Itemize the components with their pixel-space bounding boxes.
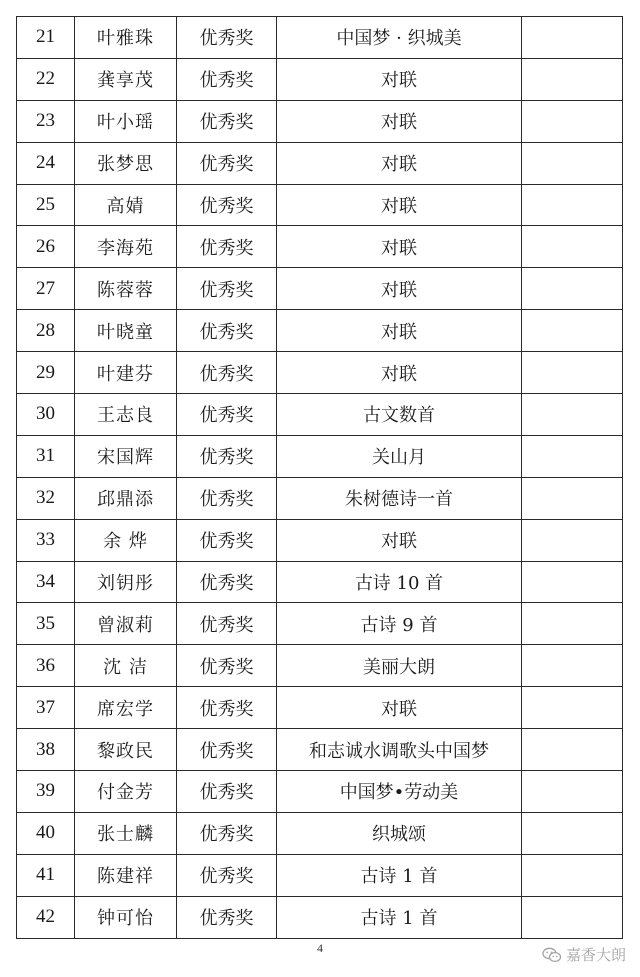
work-title: 古文数首 [277,394,522,436]
row-number: 28 [17,310,75,352]
award-level: 优秀奖 [177,226,277,268]
table-row [17,352,623,394]
winner-name: 邱鼎添 [75,477,177,519]
row-number: 25 [17,184,75,226]
remarks [522,394,623,436]
remarks [522,561,623,603]
table-row [17,226,623,268]
work-title: 中国梦•劳动美 [277,771,522,813]
winner-name: 叶小瑶 [75,100,177,142]
row-number: 42 [17,896,75,938]
remarks [522,477,623,519]
row-number: 39 [17,771,75,813]
watermark [542,944,626,965]
work-title: 织城颂 [277,812,522,854]
award-level: 优秀奖 [177,561,277,603]
remarks [522,771,623,813]
award-level: 优秀奖 [177,58,277,100]
winner-name: 刘钥彤 [75,561,177,603]
work-title: 朱树德诗一首 [277,477,522,519]
table-row [17,394,623,436]
work-title: 对联 [277,226,522,268]
work-title: 古诗 1 首 [277,854,522,896]
remarks [522,687,623,729]
award-level: 优秀奖 [177,603,277,645]
table-row [17,896,623,938]
winner-name: 高婧 [75,184,177,226]
watermark-text: 嘉香大朗 [565,946,626,964]
award-level: 优秀奖 [177,645,277,687]
table-row [17,477,623,519]
winner-name: 李海苑 [75,226,177,268]
row-number: 37 [17,687,75,729]
remarks [522,603,623,645]
winner-name: 张梦思 [75,142,177,184]
table-row [17,561,623,603]
award-level: 优秀奖 [177,896,277,938]
table-row [17,435,623,477]
award-level: 优秀奖 [177,310,277,352]
awards-table [16,16,623,939]
table-row [17,100,623,142]
work-title: 对联 [277,519,522,561]
winner-name: 张士麟 [75,812,177,854]
row-number: 40 [17,812,75,854]
award-level: 优秀奖 [177,394,277,436]
work-title: 对联 [277,100,522,142]
row-number: 27 [17,268,75,310]
row-number: 38 [17,729,75,771]
table-row [17,645,623,687]
remarks [522,310,623,352]
row-number: 41 [17,854,75,896]
table-row [17,771,623,813]
remarks [522,729,623,771]
remarks [522,58,623,100]
table-row [17,729,623,771]
row-number: 31 [17,435,75,477]
table-row [17,268,623,310]
table-row [17,812,623,854]
row-number: 36 [17,645,75,687]
row-number: 26 [17,226,75,268]
row-number: 34 [17,561,75,603]
winner-name: 陈蓉蓉 [75,268,177,310]
award-level: 优秀奖 [177,687,277,729]
table-row [17,603,623,645]
award-level: 优秀奖 [177,268,277,310]
winner-name: 付金芳 [75,771,177,813]
row-number: 24 [17,142,75,184]
remarks [522,226,623,268]
table-row [17,854,623,896]
table-row [17,310,623,352]
winner-name: 叶雅珠 [75,17,177,59]
remarks [522,142,623,184]
remarks [522,17,623,59]
row-number: 21 [17,17,75,59]
remarks [522,519,623,561]
table-row [17,17,623,59]
award-level: 优秀奖 [177,519,277,561]
award-level: 优秀奖 [177,477,277,519]
remarks [522,812,623,854]
work-title: 和志诚水调歌头中国梦 [277,729,522,771]
winner-name: 余 烨 [75,519,177,561]
winner-name: 曾淑莉 [75,603,177,645]
remarks [522,184,623,226]
row-number: 32 [17,477,75,519]
row-number: 33 [17,519,75,561]
work-title: 对联 [277,310,522,352]
remarks [522,896,623,938]
table-row [17,142,623,184]
table-row [17,184,623,226]
work-title: 对联 [277,58,522,100]
table-row [17,58,623,100]
work-title: 对联 [277,352,522,394]
remarks [522,435,623,477]
table-row [17,687,623,729]
row-number: 23 [17,100,75,142]
award-level: 优秀奖 [177,771,277,813]
row-number: 30 [17,394,75,436]
work-title: 对联 [277,184,522,226]
work-title: 对联 [277,687,522,729]
winner-name: 龚享茂 [75,58,177,100]
award-level: 优秀奖 [177,100,277,142]
award-level: 优秀奖 [177,854,277,896]
awards-table-body [17,17,623,939]
remarks [522,352,623,394]
award-level: 优秀奖 [177,352,277,394]
work-title: 中国梦 · 织城美 [277,17,522,59]
award-level: 优秀奖 [177,17,277,59]
work-title: 关山月 [277,435,522,477]
winner-name: 叶晓童 [75,310,177,352]
winner-name: 沈 洁 [75,645,177,687]
row-number: 35 [17,603,75,645]
winner-name: 宋国辉 [75,435,177,477]
remarks [522,645,623,687]
award-level: 优秀奖 [177,729,277,771]
row-number: 29 [17,352,75,394]
winner-name: 叶建芬 [75,352,177,394]
work-title: 对联 [277,268,522,310]
award-level: 优秀奖 [177,184,277,226]
work-title: 对联 [277,142,522,184]
remarks [522,100,623,142]
winner-name: 陈建祥 [75,854,177,896]
table-row [17,519,623,561]
award-level: 优秀奖 [177,142,277,184]
row-number: 22 [17,58,75,100]
page-number: 4 [317,941,323,955]
work-title: 古诗 9 首 [277,603,522,645]
award-level: 优秀奖 [177,435,277,477]
wechat-icon [542,947,562,963]
winner-name: 钟可怡 [75,896,177,938]
award-level: 优秀奖 [177,812,277,854]
remarks [522,268,623,310]
work-title: 美丽大朗 [277,645,522,687]
work-title: 古诗 10 首 [277,561,522,603]
winner-name: 席宏学 [75,687,177,729]
winner-name: 王志良 [75,394,177,436]
remarks [522,854,623,896]
winner-name: 黎政民 [75,729,177,771]
work-title: 古诗 1 首 [277,896,522,938]
